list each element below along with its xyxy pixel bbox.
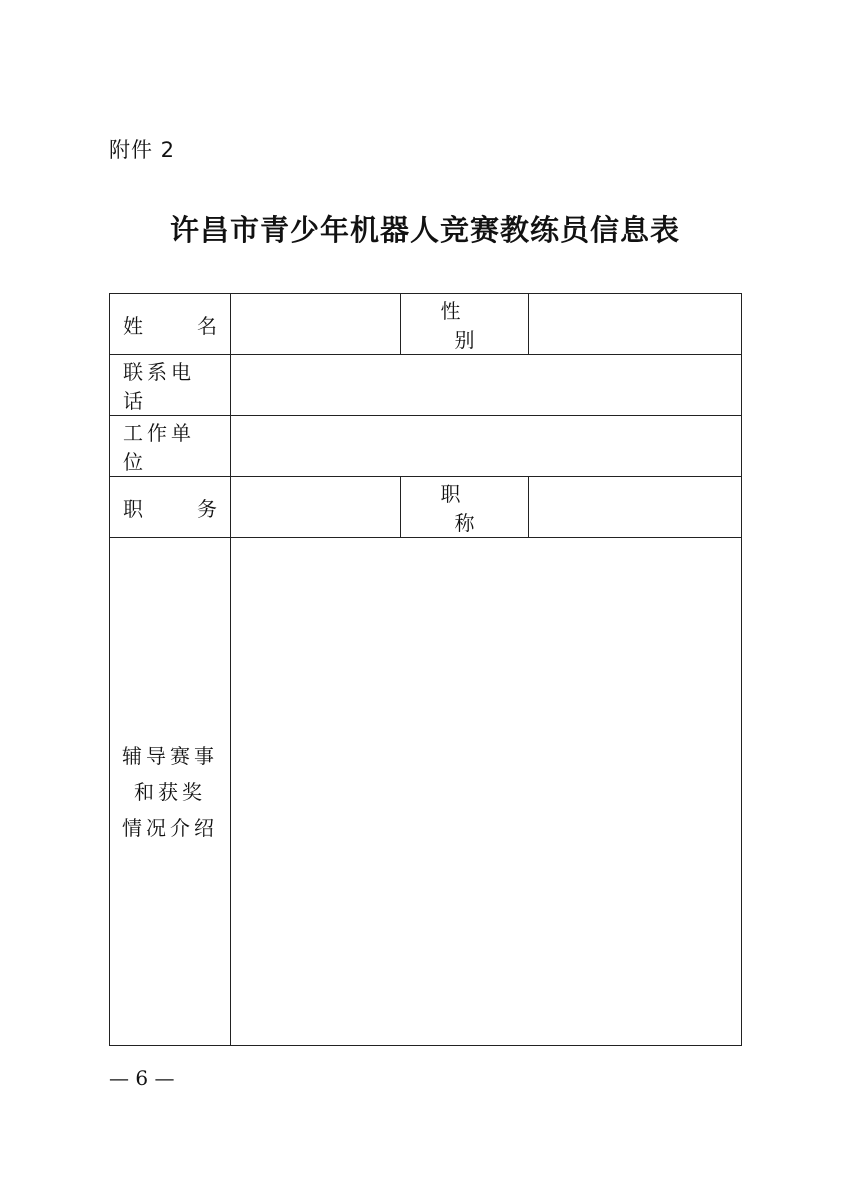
title-rank-label-cell (401, 477, 529, 538)
document-title: 许昌市青少年机器人竞赛教练员信息表 (169, 213, 680, 247)
table-row-position-title (110, 477, 742, 538)
workplace-field[interactable] (231, 416, 742, 477)
position-label-cell (110, 477, 231, 538)
intro-label-line-3: 情况介绍 (122, 815, 218, 840)
intro-field[interactable] (231, 538, 742, 1046)
table-row-name-gender (110, 294, 742, 355)
page-number: — 6 — (109, 1066, 175, 1090)
gender-label: 性 别 (440, 299, 503, 352)
phone-label: 联系电话 (110, 355, 231, 416)
intro-label-line-1: 辅导赛事 (122, 743, 218, 768)
name-field[interactable] (231, 294, 401, 355)
table-row-workplace (110, 416, 742, 477)
intro-label-line-2: 和获奖 (134, 779, 206, 804)
name-label-cell (110, 294, 231, 355)
position-label-char-2: 务 (197, 496, 217, 521)
intro-label-cell (110, 538, 231, 1046)
position-label-char-1: 职 (123, 496, 143, 521)
attachment-label: 附件 2 (109, 138, 176, 162)
name-label-char-1: 姓 (123, 313, 143, 338)
name-label-char-2: 名 (197, 313, 217, 338)
gender-label-cell (401, 294, 529, 355)
gender-field[interactable] (529, 294, 742, 355)
table-row-phone (110, 355, 742, 416)
position-field[interactable] (231, 477, 401, 538)
table-row-intro (110, 538, 742, 1046)
title-rank-label: 职 称 (440, 482, 503, 535)
title-rank-field[interactable] (529, 477, 742, 538)
phone-field[interactable] (231, 355, 742, 416)
workplace-label: 工作单位 (110, 416, 231, 477)
coach-info-table (109, 293, 742, 1046)
